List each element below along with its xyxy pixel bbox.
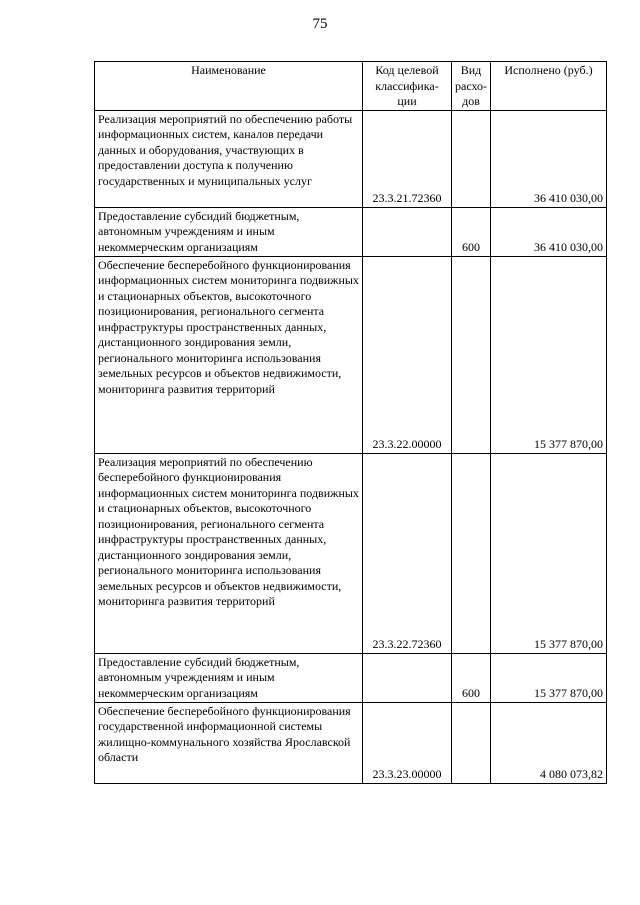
row-code: 23.3.22.72360 [363, 453, 452, 653]
row-type [452, 453, 491, 653]
row-sum: 4 080 073,82 [491, 702, 607, 783]
header-name: Наименование [95, 62, 363, 111]
row-code [363, 653, 452, 702]
row-sum: 15 377 870,00 [491, 653, 607, 702]
page-number: 75 [312, 16, 328, 32]
table-header-row [95, 62, 607, 111]
header-code: Код целевой классифика-ции [363, 62, 452, 111]
row-type [452, 256, 491, 453]
row-name: Предоставление субсидий бюджетным, автономным учреждениям и иным некоммерческим организациям [95, 207, 363, 256]
row-code: 23.3.21.72360 [363, 110, 452, 207]
row-sum: 15 377 870,00 [491, 453, 607, 653]
row-name: Обеспечение бесперебойного функционирования информационных систем мониторинга подвижных и стационарных объектов, высокоточного позиционирования, регионального сегмента инфраструктуры пространственных данных, дистанционного зондирования земли, регионального мониторинга использования земельных ресурсов и объектов недвижимости, мониторинга развития территорий [95, 256, 363, 453]
row-name: Обеспечение бесперебойного функционирования государственной информационной системы жилищно-коммунального хозяйства Ярославской области [95, 702, 363, 783]
budget-execution-table [94, 61, 607, 784]
row-type [452, 110, 491, 207]
row-name: Предоставление субсидий бюджетным, автономным учреждениям и иным некоммерческим организациям [95, 653, 363, 702]
table-row [95, 207, 607, 256]
row-sum: 15 377 870,00 [491, 256, 607, 453]
table-row [95, 256, 607, 453]
row-name: Реализация мероприятий по обеспечению работы информационных систем, каналов передачи данных и оборудования, участвующих в предоставлении доступа к получению государственных и муниципальных услуг [95, 110, 363, 207]
table-row [95, 110, 607, 207]
row-code: 23.3.23.00000 [363, 702, 452, 783]
table-row [95, 702, 607, 783]
row-code [363, 207, 452, 256]
row-sum: 36 410 030,00 [491, 110, 607, 207]
table-row [95, 453, 607, 653]
table-row [95, 653, 607, 702]
header-sum: Исполнено (руб.) [491, 62, 607, 111]
header-type: Вид расхо-дов [452, 62, 491, 111]
row-type: 600 [452, 207, 491, 256]
row-name: Реализация мероприятий по обеспечению бесперебойного функционирования информационных систем мониторинга подвижных и стационарных объектов, высокоточного позиционирования, регионального сегмента инфраструктуры пространственных данных, дистанционного зондирования земли, регионального мониторинга использования земельных ресурсов и объектов недвижимости, мониторинга развития территорий [95, 453, 363, 653]
row-sum: 36 410 030,00 [491, 207, 607, 256]
row-type [452, 702, 491, 783]
row-type: 600 [452, 653, 491, 702]
row-code: 23.3.22.00000 [363, 256, 452, 453]
